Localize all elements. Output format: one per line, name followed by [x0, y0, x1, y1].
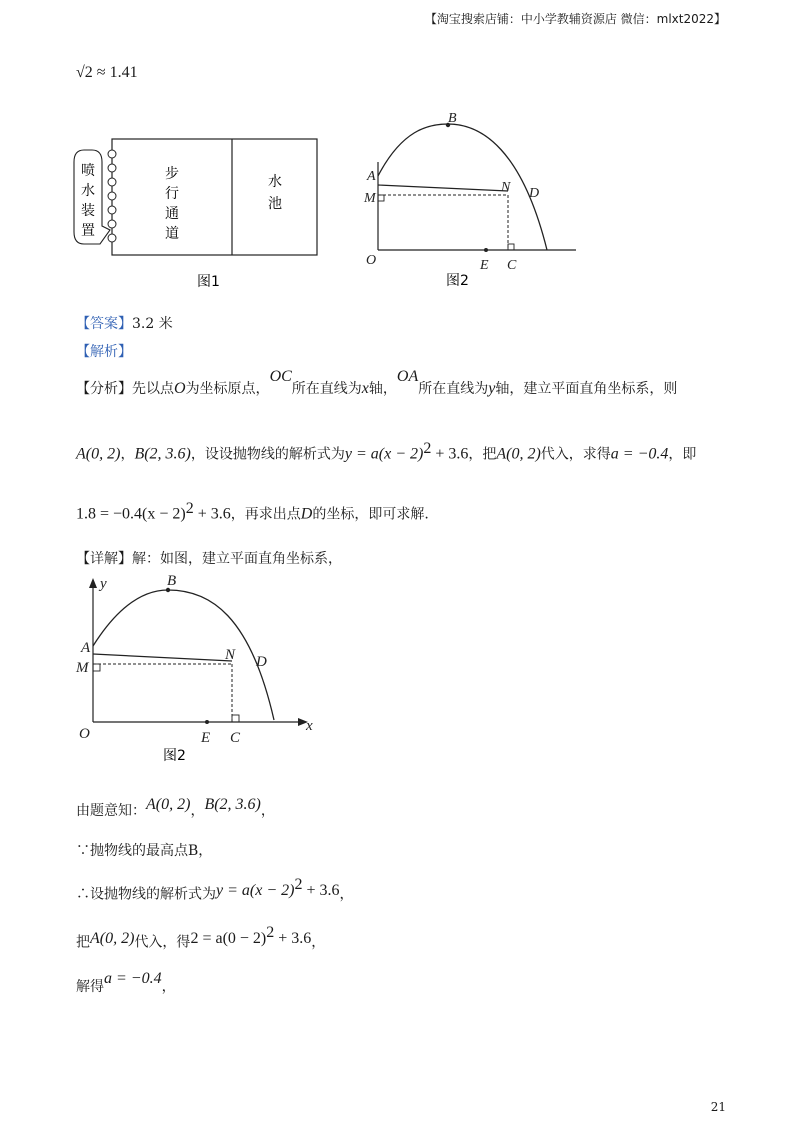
- walkway-pool-frame: [112, 139, 317, 255]
- text: 轴，建立平面直角坐标系，则: [495, 381, 678, 397]
- walkway-char: 通: [165, 207, 179, 222]
- label-b: B: [167, 573, 177, 589]
- right-angle-m: [93, 664, 100, 671]
- pool-char: 水: [268, 175, 282, 190]
- math: 2 = a(0 − 2): [190, 929, 267, 947]
- spray-char: 水: [81, 184, 95, 199]
- walkway-char: 行: [165, 187, 179, 202]
- right-angle-m: [378, 195, 384, 201]
- text: ，: [120, 446, 135, 463]
- text: 为坐标原点，: [185, 381, 270, 397]
- detail-figure-caption: 图2: [163, 748, 186, 764]
- text: ，: [161, 979, 176, 995]
- line-mn: [93, 654, 232, 661]
- label-o: O: [79, 726, 90, 742]
- sqrt-note: √2 ≈ 1.41: [76, 64, 138, 81]
- spray-char: 装: [81, 204, 95, 219]
- math: a = −0.4: [610, 445, 669, 463]
- label-a: A: [81, 640, 91, 656]
- math: + 3.6: [274, 929, 312, 947]
- text: 所在直线为: [418, 381, 489, 397]
- spray-label: [81, 162, 95, 239]
- label-b: B: [448, 111, 457, 126]
- text: 代入，求得: [540, 446, 611, 463]
- label-n: N: [225, 647, 236, 663]
- text: ，: [190, 803, 205, 819]
- analysis-line-2: A(0, 2)，B(2, 3.6)，设设抛物线的解析式为$y = a(x - 2)^2 + 3.6$，把A(0, 2)代入，求得a = −0.4，即: [76, 440, 697, 463]
- text: 所在直线为: [291, 381, 362, 397]
- math: 1.8 = −0.4(x − 2): [76, 505, 186, 523]
- page-header: 【淘宝搜索店铺：中小学教辅资源店 微信：mlxt2022】: [424, 12, 726, 26]
- math: A(0, 2): [496, 445, 541, 463]
- label-a: A: [367, 169, 376, 184]
- text: 解得: [76, 979, 104, 995]
- pool-char: 池: [268, 197, 282, 212]
- label-c: C: [507, 258, 517, 273]
- detail-figure: [70, 570, 330, 770]
- point-e: [205, 720, 209, 724]
- math: y = a(x − 2): [344, 445, 424, 463]
- line-mn: [378, 185, 508, 191]
- detail-line-4: 把A(0, 2)代入，得$2 = a(0 - 2)^2 + 3.6$，: [76, 924, 326, 951]
- math: a = −0.4: [104, 970, 162, 987]
- text: ，: [311, 934, 326, 951]
- math: OA: [396, 368, 419, 385]
- detail-line-3: ∴设抛物线的解析式为$y = a(x - 2)^2 + 3.6$，: [76, 876, 354, 903]
- detail-intro-line: [76, 548, 342, 570]
- text: 把: [76, 934, 90, 951]
- label-e: E: [201, 730, 211, 746]
- nozzle: [108, 206, 116, 214]
- label-e: E: [480, 258, 489, 273]
- math: x: [361, 380, 369, 397]
- text: 代入，得: [134, 934, 191, 951]
- walkway-char: 道: [165, 227, 179, 242]
- label-d: D: [256, 654, 267, 670]
- nozzle: [108, 164, 116, 172]
- label-d: D: [529, 186, 540, 201]
- figure-1: [70, 130, 330, 300]
- figure-1-caption: 图1: [197, 274, 220, 290]
- analysis-line-3: $1.8 = -0.4(x - 2)^2 + 3.6$，再求出点D的坐标，即可求解.: [76, 500, 429, 523]
- detail-line-2: ∵抛物线的最高点B，: [76, 843, 213, 859]
- label-m: M: [76, 660, 89, 676]
- math: A(0, 2): [146, 796, 191, 813]
- nozzle: [108, 178, 116, 186]
- answer-tag: 【答案】: [76, 316, 132, 332]
- text: ，把: [468, 446, 497, 463]
- analysis-tag: 【解析】: [76, 344, 132, 360]
- right-angle-c: [508, 244, 514, 250]
- pool-label: [268, 173, 282, 212]
- math: A(0, 2): [90, 929, 135, 947]
- nozzle: [108, 150, 116, 158]
- text: 轴，: [368, 381, 397, 397]
- parabola-curve: [378, 124, 547, 250]
- label-o: O: [366, 253, 377, 268]
- math: + 3.6: [431, 445, 469, 463]
- walkway-char: 步: [165, 167, 179, 182]
- right-angle-c: [232, 715, 239, 722]
- analysis-line-1: [76, 368, 678, 400]
- text: ，即: [668, 446, 697, 463]
- math: + 3.6: [193, 505, 231, 523]
- spray-char: 置: [81, 224, 95, 239]
- text: ，: [339, 886, 354, 903]
- nozzle-row: [108, 150, 116, 242]
- detail-tag: 【详解】: [76, 551, 132, 567]
- math: B(2, 3.6): [134, 445, 191, 463]
- text: 解：如图，建立平面直角坐标系，: [132, 551, 342, 567]
- figure-2-caption: 图2: [446, 273, 469, 289]
- math: y = a(x − 2): [216, 881, 295, 899]
- answer-value: 3.2 米: [132, 316, 173, 332]
- y-axis-arrow: [89, 578, 97, 588]
- text: ，再求出点: [230, 506, 301, 523]
- analysis-tag-fenxi: 【分析】: [76, 381, 132, 397]
- text: 由题意知：: [76, 803, 146, 819]
- math: D: [300, 505, 313, 523]
- label-m: M: [364, 191, 376, 206]
- text: ，: [260, 803, 275, 819]
- text: ∴设抛物线的解析式为: [76, 886, 216, 903]
- text: 先以点: [132, 381, 174, 397]
- text: 的坐标，即可求解.: [312, 506, 429, 523]
- point-e: [484, 248, 488, 252]
- nozzle: [108, 220, 116, 228]
- page-number: 21: [710, 1100, 726, 1114]
- text: ，设设抛物线的解析式为: [190, 446, 345, 463]
- nozzle: [108, 192, 116, 200]
- nozzle: [108, 234, 116, 242]
- math: y: [488, 380, 496, 397]
- axis-label-x: x: [306, 718, 313, 734]
- spray-char: 喷: [81, 164, 95, 179]
- math: OC: [269, 368, 292, 385]
- figure-2: [362, 110, 582, 292]
- math: O: [174, 380, 186, 397]
- math: B(2, 3.6): [204, 796, 261, 813]
- label-n: N: [501, 180, 511, 195]
- walkway-label: [165, 165, 179, 242]
- detail-line-5: [76, 970, 176, 998]
- math: A(0, 2): [76, 445, 121, 463]
- axis-label-y: y: [100, 576, 107, 592]
- math: + 3.6: [302, 881, 340, 899]
- answer-line: [76, 313, 173, 335]
- label-c: C: [230, 730, 241, 746]
- detail-line-1: [76, 796, 275, 822]
